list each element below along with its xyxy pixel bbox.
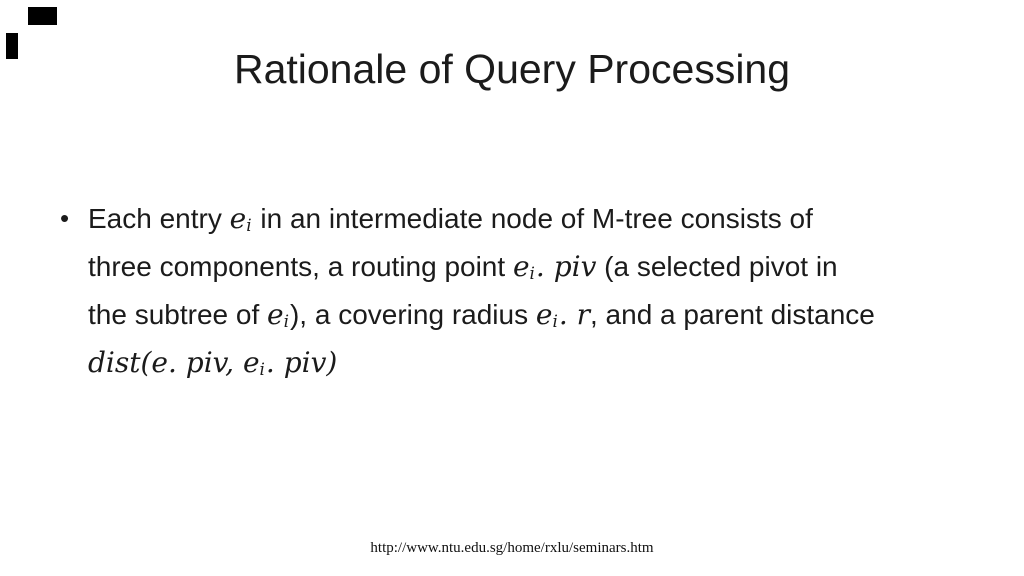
bullet-item [60, 198, 875, 390]
text-run: i [529, 263, 535, 284]
slide-title: Rationale of Query Processing [233, 46, 791, 92]
text-run: (a selected pivot in [596, 251, 838, 283]
corner-mark-top [28, 7, 57, 25]
text-run: three components, a routing point [88, 251, 513, 283]
text-run: the subtree of [88, 299, 268, 331]
text-run: i [246, 215, 252, 236]
text-run: e [512, 250, 530, 284]
text-run: i [283, 311, 289, 332]
text-run: Each entry [88, 203, 230, 234]
text-run: dist(e. piv, e [88, 346, 260, 380]
text-run: i [259, 359, 265, 380]
text-run: . piv [535, 250, 597, 284]
text-run: i [552, 311, 558, 332]
text-run: in an intermediate node of M-tree consists of [252, 203, 813, 234]
text-run: e [535, 298, 553, 332]
text-run: e [267, 298, 284, 332]
text-run: . r [558, 298, 590, 332]
bullet-line [88, 294, 875, 342]
text-run: , and a parent distance [590, 299, 875, 331]
bullet-line [88, 198, 875, 246]
footer-url: http://www.ntu.edu.sg/home/rxlu/seminars.htm [370, 540, 654, 556]
bullet-line [88, 342, 875, 390]
bullet-marker: • [60, 203, 70, 233]
bullet-text [88, 198, 875, 390]
bullet-line [88, 246, 875, 294]
text-run: e [229, 202, 247, 235]
text-run: ), a covering radius [289, 299, 536, 331]
text-run: . piv) [265, 346, 338, 380]
